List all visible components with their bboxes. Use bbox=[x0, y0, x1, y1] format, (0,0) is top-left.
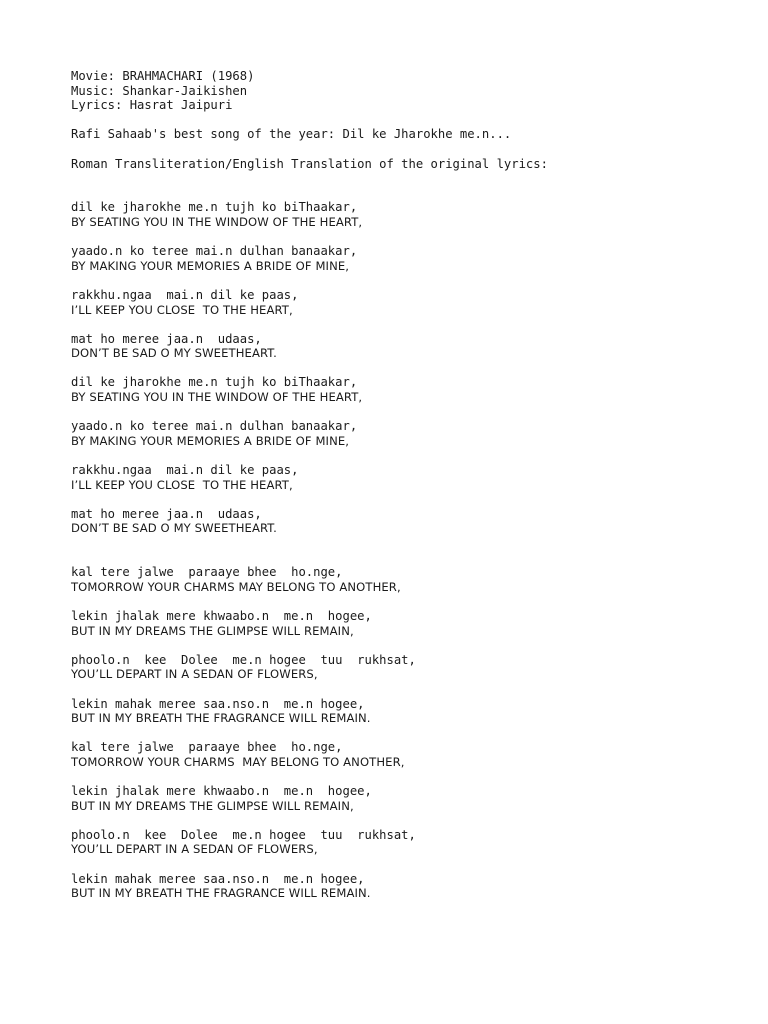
verse-1 bbox=[71, 200, 751, 536]
intro-line: Rafi Sahaab's best song of the year: Dil ke Jharokhe me.n... bbox=[71, 127, 512, 142]
english-line: BUT IN MY BREATH THE FRAGRANCE WILL REMAIN. bbox=[71, 886, 371, 901]
english-line: YOU’LL DEPART IN A SEDAN OF FLOWERS, bbox=[71, 842, 318, 857]
music-line: Music: Shankar-Jaikishen bbox=[71, 83, 248, 98]
english-line: TOMORROW YOUR CHARMS MAY BELONG TO ANOTHER, bbox=[71, 579, 401, 594]
translation-note: Roman Transliteration/English Translation of the original lyrics: bbox=[71, 156, 548, 171]
stanza bbox=[71, 507, 751, 536]
english-line: I’LL KEEP YOU CLOSE TO THE HEART, bbox=[71, 302, 293, 317]
english-line: BY MAKING YOUR MEMORIES A BRIDE OF MINE, bbox=[71, 433, 350, 448]
english-line: BY SEATING YOU IN THE WINDOW OF THE HEART, bbox=[71, 214, 363, 229]
lyrics-document bbox=[71, 69, 751, 915]
stanza bbox=[71, 872, 751, 901]
roman-line: phoolo.n kee Dolee me.n hogee tuu rukhsat, bbox=[71, 652, 416, 667]
roman-line: lekin jhalak mere khwaabo.n me.n hogee, bbox=[71, 608, 372, 623]
roman-line: lekin mahak meree saa.nso.n me.n hogee, bbox=[71, 871, 365, 886]
english-line: BY MAKING YOUR MEMORIES A BRIDE OF MINE, bbox=[71, 258, 350, 273]
english-line: BY SEATING YOU IN THE WINDOW OF THE HEART, bbox=[71, 390, 363, 405]
english-line: TOMORROW YOUR CHARMS MAY BELONG TO ANOTHER, bbox=[71, 754, 405, 769]
movie-line: Movie: BRAHMACHARI (1968) bbox=[71, 69, 255, 83]
stanza bbox=[71, 565, 751, 594]
roman-line: dil ke jharokhe me.n tujh ko biThaakar, bbox=[71, 200, 358, 215]
roman-line: kal tere jalwe paraaye bhee ho.nge, bbox=[71, 565, 343, 580]
roman-line: yaado.n ko teree mai.n dulhan banaakar, bbox=[71, 244, 358, 259]
roman-line: mat ho meree jaa.n udaas, bbox=[71, 506, 262, 521]
roman-line: kal tere jalwe paraaye bhee ho.nge, bbox=[71, 740, 343, 755]
roman-line: phoolo.n kee Dolee me.n hogee tuu rukhsat, bbox=[71, 827, 416, 842]
roman-line: yaado.n ko teree mai.n dulhan banaakar, bbox=[71, 419, 358, 434]
stanza bbox=[71, 740, 751, 769]
stanza bbox=[71, 697, 751, 726]
stanza bbox=[71, 332, 751, 361]
stanza bbox=[71, 609, 751, 638]
lyrics-credit-line: Lyrics: Hasrat Jaipuri bbox=[71, 98, 233, 113]
roman-line: rakkhu.ngaa mai.n dil ke paas, bbox=[71, 287, 299, 302]
english-line: BUT IN MY DREAMS THE GLIMPSE WILL REMAIN, bbox=[71, 798, 354, 813]
roman-line: mat ho meree jaa.n udaas, bbox=[71, 331, 262, 346]
stanza bbox=[71, 375, 751, 404]
stanza bbox=[71, 419, 751, 448]
song-credits bbox=[71, 69, 751, 113]
stanza bbox=[71, 200, 751, 229]
roman-line: lekin jhalak mere khwaabo.n me.n hogee, bbox=[71, 784, 372, 799]
english-line: I’LL KEEP YOU CLOSE TO THE HEART, bbox=[71, 477, 293, 492]
roman-line: dil ke jharokhe me.n tujh ko biThaakar, bbox=[71, 375, 358, 390]
stanza bbox=[71, 288, 751, 317]
english-line: DON’T BE SAD O MY SWEETHEART. bbox=[71, 346, 277, 361]
verse-2 bbox=[71, 565, 751, 901]
stanza bbox=[71, 653, 751, 682]
stanza bbox=[71, 784, 751, 813]
english-line: BUT IN MY DREAMS THE GLIMPSE WILL REMAIN, bbox=[71, 623, 354, 638]
english-line: BUT IN MY BREATH THE FRAGRANCE WILL REMAIN. bbox=[71, 711, 371, 726]
stanza bbox=[71, 828, 751, 857]
english-line: DON’T BE SAD O MY SWEETHEART. bbox=[71, 521, 277, 536]
stanza bbox=[71, 463, 751, 492]
english-line: YOU’LL DEPART IN A SEDAN OF FLOWERS, bbox=[71, 667, 318, 682]
roman-line: rakkhu.ngaa mai.n dil ke paas, bbox=[71, 463, 299, 478]
stanza bbox=[71, 244, 751, 273]
roman-line: lekin mahak meree saa.nso.n me.n hogee, bbox=[71, 696, 365, 711]
